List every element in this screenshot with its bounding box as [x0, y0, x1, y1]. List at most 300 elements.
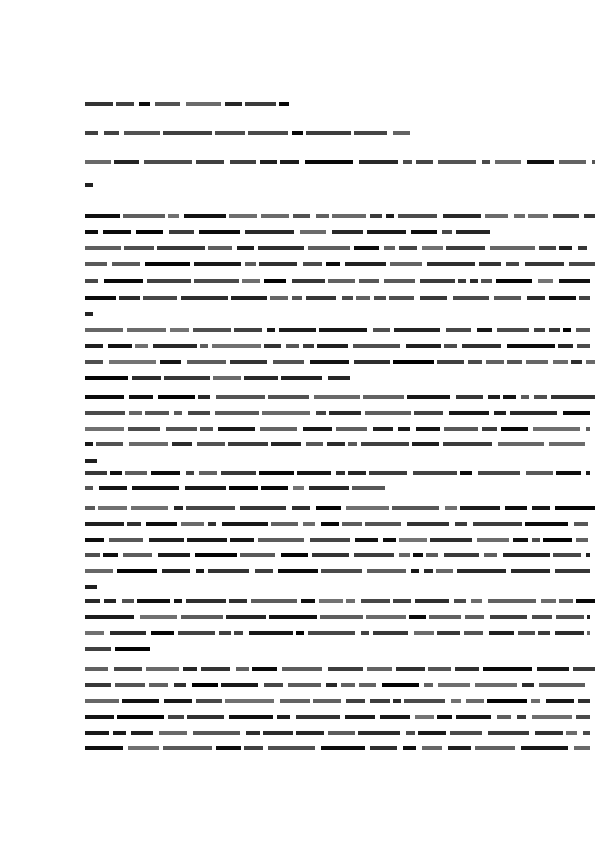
text-word-block — [406, 344, 441, 348]
text-word-block — [263, 731, 293, 735]
text-word-block — [507, 344, 555, 348]
text-word-block — [455, 667, 479, 671]
text-word-block — [174, 683, 186, 687]
text-word-block — [494, 411, 506, 415]
text-word-block — [208, 246, 232, 250]
text-word-block — [427, 262, 475, 266]
text-word-block — [178, 631, 215, 635]
text-word-block — [336, 427, 367, 431]
text-word-block — [506, 262, 519, 266]
text-word-block — [448, 746, 471, 750]
text-word-block — [442, 230, 452, 234]
text-word-block — [229, 486, 258, 490]
text-word-block — [412, 442, 439, 446]
text-word-block — [559, 279, 590, 283]
text-word-block — [240, 506, 286, 510]
text-word-block — [278, 569, 318, 573]
text-word-block — [451, 699, 461, 703]
text-word-block — [477, 328, 492, 332]
text-word-block — [85, 715, 114, 719]
text-word-block — [168, 214, 179, 218]
text-word-block — [123, 553, 152, 557]
text-word-block — [264, 344, 281, 348]
text-word-block — [199, 230, 240, 234]
text-word-block — [409, 615, 426, 619]
text-word-block — [196, 569, 204, 573]
text-word-block — [479, 262, 501, 266]
text-word-block — [313, 699, 341, 703]
text-word-block — [316, 506, 341, 510]
text-word-block — [312, 553, 349, 557]
text-word-block — [501, 427, 528, 431]
text-word-block — [328, 667, 363, 671]
text-word-block — [443, 442, 492, 446]
text-word-block — [310, 538, 350, 542]
text-word-block — [553, 360, 568, 364]
text-word-block — [122, 699, 159, 703]
text-word-block — [342, 522, 362, 526]
text-word-block — [354, 246, 379, 250]
text-word-block — [252, 667, 277, 671]
text-word-block — [85, 599, 100, 603]
text-word-block — [85, 279, 98, 283]
text-word-block — [96, 442, 123, 446]
text-word-block — [543, 538, 572, 542]
text-word-block — [85, 411, 125, 415]
text-word-block — [259, 262, 297, 266]
text-word-block — [555, 631, 584, 635]
text-word-block — [234, 631, 243, 635]
text-word-block — [164, 376, 210, 380]
text-word-block — [583, 731, 590, 735]
text-word-block — [319, 328, 367, 332]
text-word-block — [354, 360, 390, 364]
text-word-block — [268, 746, 315, 750]
text-word-block — [478, 471, 520, 475]
text-word-block — [85, 427, 124, 431]
text-word-block — [261, 486, 288, 490]
text-word-block — [292, 131, 303, 135]
text-word-block — [359, 160, 398, 164]
text-word-block — [328, 279, 355, 283]
text-word-block — [332, 214, 366, 218]
text-word-block — [494, 296, 521, 300]
text-word-block — [486, 360, 504, 364]
text-word-block — [359, 683, 376, 687]
text-word-block — [85, 647, 111, 651]
text-word-block — [157, 246, 205, 250]
text-word-block — [85, 376, 128, 380]
text-word-block — [389, 296, 414, 300]
text-word-block — [229, 214, 257, 218]
text-word-block — [303, 522, 315, 526]
text-word-block — [443, 214, 481, 218]
text-word-block — [406, 731, 415, 735]
text-word-block — [576, 715, 590, 719]
text-word-block — [534, 395, 547, 399]
text-word-block — [497, 328, 529, 332]
text-word-block — [363, 395, 404, 399]
text-word-block — [549, 296, 576, 300]
text-word-block — [99, 486, 127, 490]
text-word-block — [424, 569, 433, 573]
text-word-block — [531, 699, 540, 703]
text-word-block — [293, 486, 304, 490]
text-word-block — [537, 667, 569, 671]
text-word-block — [579, 296, 590, 300]
text-word-block — [407, 395, 450, 399]
text-word-block — [85, 667, 108, 671]
text-word-block — [558, 344, 573, 348]
text-word-block — [462, 344, 501, 348]
text-word-block — [213, 376, 241, 380]
text-word-block — [229, 599, 247, 603]
text-word-block — [314, 395, 360, 399]
text-word-block — [273, 360, 304, 364]
text-word-block — [539, 683, 585, 687]
text-word-block — [449, 411, 489, 415]
text-word-block — [404, 699, 445, 703]
text-word-block — [332, 230, 363, 234]
text-word-block — [522, 683, 534, 687]
text-word-block — [115, 647, 150, 651]
text-word-block — [248, 131, 288, 135]
text-word-block — [128, 746, 159, 750]
text-word-block — [316, 411, 326, 415]
text-word-block — [353, 344, 400, 348]
text-word-block — [236, 667, 249, 671]
text-word-block — [503, 395, 516, 399]
text-word-block — [129, 442, 168, 446]
text-word-block — [112, 262, 140, 266]
text-word-block — [174, 506, 183, 510]
text-word-block — [186, 102, 221, 106]
text-word-block — [194, 262, 241, 266]
text-word-block — [498, 442, 544, 446]
text-word-block — [341, 683, 355, 687]
text-word-block — [109, 538, 143, 542]
text-word-block — [149, 683, 168, 687]
text-word-block — [569, 262, 595, 266]
text-word-block — [296, 731, 324, 735]
text-word-block — [473, 522, 522, 526]
text-word-block — [533, 427, 580, 431]
text-word-block — [453, 296, 489, 300]
text-word-block — [85, 699, 119, 703]
text-word-block — [145, 262, 190, 266]
text-word-block — [85, 569, 113, 573]
text-word-block — [153, 344, 197, 348]
text-word-block — [216, 746, 241, 750]
text-word-block — [418, 731, 446, 735]
text-word-block — [437, 715, 452, 719]
text-word-block — [85, 615, 134, 619]
text-word-block — [281, 376, 322, 380]
text-word-block — [269, 615, 317, 619]
text-word-block — [260, 160, 277, 164]
text-word-block — [396, 667, 425, 671]
text-word-block — [85, 683, 111, 687]
text-word-block — [355, 538, 378, 542]
text-word-block — [85, 246, 121, 250]
text-word-block — [228, 442, 268, 446]
text-word-block — [222, 522, 268, 526]
text-word-block — [329, 411, 361, 415]
text-word-block — [578, 699, 590, 703]
text-word-block — [367, 667, 392, 671]
text-word-block — [249, 631, 293, 635]
text-word-block — [85, 522, 124, 526]
text-word-block — [384, 279, 415, 283]
text-word-block — [485, 214, 508, 218]
text-word-block — [199, 471, 217, 475]
text-word-block — [437, 631, 460, 635]
text-word-block — [292, 296, 302, 300]
text-word-block — [146, 667, 179, 671]
text-word-block — [393, 360, 434, 364]
text-word-block — [262, 411, 310, 415]
text-word-block — [586, 471, 590, 475]
text-word-block — [444, 344, 457, 348]
text-word-block — [151, 471, 180, 475]
text-word-block — [131, 506, 168, 510]
text-word-block — [125, 471, 147, 475]
text-word-block — [306, 442, 323, 446]
text-word-block — [181, 522, 204, 526]
text-word-block — [477, 538, 509, 542]
text-word-block — [320, 615, 363, 619]
text-word-block — [117, 569, 157, 573]
text-word-block — [292, 279, 325, 283]
text-word-block — [194, 279, 239, 283]
text-word-block — [455, 522, 467, 526]
text-word-block — [358, 731, 400, 735]
text-word-block — [326, 683, 337, 687]
text-word-block — [551, 395, 595, 399]
text-word-block — [225, 102, 242, 106]
text-word-block — [470, 279, 478, 283]
text-word-block — [277, 715, 290, 719]
text-word-block — [144, 160, 192, 164]
text-word-block — [532, 506, 550, 510]
text-word-block — [420, 279, 455, 283]
text-word-block — [484, 553, 497, 557]
text-word-block — [119, 296, 140, 300]
text-word-block — [139, 102, 150, 106]
text-word-block — [471, 599, 482, 603]
text-word-block — [244, 746, 263, 750]
text-word-block — [279, 102, 289, 106]
text-word-block — [135, 344, 148, 348]
text-word-block — [193, 328, 231, 332]
text-word-block — [399, 538, 427, 542]
text-word-block — [490, 615, 527, 619]
text-word-block — [116, 102, 134, 106]
text-word-block — [446, 328, 471, 332]
text-word-block — [151, 631, 174, 635]
text-word-block — [225, 699, 274, 703]
text-word-block — [398, 214, 437, 218]
text-word-block — [345, 262, 386, 266]
text-word-block — [286, 344, 299, 348]
text-word-block — [420, 296, 447, 300]
text-word-block — [382, 683, 419, 687]
text-word-block — [574, 746, 590, 750]
text-word-block — [132, 376, 161, 380]
text-word-block — [181, 615, 223, 619]
text-word-block — [488, 599, 536, 603]
text-word-block — [264, 279, 286, 283]
text-word-block — [174, 411, 182, 415]
text-word-block — [188, 411, 210, 415]
text-word-block — [174, 599, 182, 603]
text-word-block — [197, 442, 225, 446]
text-word-block — [245, 102, 276, 106]
text-word-block — [172, 442, 192, 446]
text-word-block — [521, 395, 529, 399]
text-word-block — [327, 442, 345, 446]
text-word-block — [85, 471, 107, 475]
text-word-block — [230, 538, 254, 542]
text-word-block — [437, 360, 464, 364]
text-word-block — [230, 160, 256, 164]
text-word-block — [428, 667, 451, 671]
text-word-block — [413, 471, 457, 475]
text-word-block — [518, 631, 535, 635]
text-word-block — [309, 486, 349, 490]
text-word-block — [104, 279, 143, 283]
text-word-block — [525, 262, 564, 266]
text-word-block — [496, 279, 532, 283]
text-word-block — [158, 395, 195, 399]
text-word-block — [85, 312, 93, 316]
text-word-block — [237, 246, 254, 250]
text-word-block — [342, 296, 353, 300]
text-word-block — [392, 506, 439, 510]
text-word-block — [168, 715, 184, 719]
text-word-block — [212, 344, 261, 348]
text-word-block — [413, 553, 423, 557]
text-word-block — [457, 569, 506, 573]
text-word-block — [280, 160, 299, 164]
text-word-block — [192, 683, 218, 687]
text-word-block — [482, 427, 497, 431]
text-word-block — [584, 214, 595, 218]
text-word-block — [218, 427, 255, 431]
text-word-block — [85, 631, 104, 635]
text-word-block — [216, 395, 265, 399]
text-word-block — [430, 538, 472, 542]
text-word-block — [264, 683, 283, 687]
text-word-block — [140, 615, 177, 619]
text-word-block — [181, 296, 228, 300]
text-word-block — [303, 262, 322, 266]
text-word-block — [127, 328, 166, 332]
text-word-block — [219, 631, 231, 635]
text-word-block — [450, 731, 482, 735]
text-word-block — [535, 731, 563, 735]
text-word-block — [185, 486, 226, 490]
text-word-block — [488, 731, 529, 735]
text-word-block — [468, 360, 482, 364]
text-word-block — [528, 214, 548, 218]
text-word-block — [131, 731, 153, 735]
text-word-block — [527, 296, 545, 300]
text-word-block — [261, 214, 289, 218]
text-word-block — [85, 183, 93, 187]
text-word-block — [460, 471, 472, 475]
text-word-block — [164, 699, 192, 703]
text-word-block — [115, 683, 145, 687]
text-word-block — [85, 395, 124, 399]
text-word-block — [511, 569, 550, 573]
text-word-block — [145, 411, 169, 415]
text-word-block — [268, 395, 309, 399]
text-word-block — [187, 360, 226, 364]
text-word-block — [346, 699, 365, 703]
text-word-block — [308, 631, 355, 635]
text-word-block — [390, 262, 422, 266]
text-word-block — [137, 599, 170, 603]
text-word-block — [245, 262, 256, 266]
text-word-block — [300, 230, 326, 234]
text-word-block — [270, 296, 288, 300]
text-word-block — [146, 522, 177, 526]
text-word-block — [245, 230, 294, 234]
text-word-block — [460, 506, 500, 510]
text-word-block — [267, 328, 275, 332]
text-word-block — [230, 360, 267, 364]
text-word-block — [326, 262, 340, 266]
text-word-block — [160, 360, 181, 364]
text-word-block — [586, 427, 590, 431]
text-word-block — [563, 411, 590, 415]
text-word-block — [186, 471, 194, 475]
text-word-block — [571, 360, 582, 364]
text-word-block — [234, 328, 262, 332]
text-word-block — [319, 599, 343, 603]
text-word-block — [328, 376, 350, 380]
text-word-block — [201, 667, 230, 671]
text-word-block — [255, 569, 273, 573]
text-word-block — [271, 522, 298, 526]
text-word-block — [158, 553, 190, 557]
text-word-block — [85, 214, 120, 218]
text-word-block — [517, 715, 526, 719]
text-word-block — [85, 131, 98, 135]
text-word-block — [310, 360, 349, 364]
text-word-block — [411, 230, 437, 234]
text-word-block — [129, 395, 153, 399]
text-word-block — [415, 599, 449, 603]
text-word-block — [85, 360, 103, 364]
text-word-block — [85, 486, 93, 490]
text-word-block — [85, 459, 97, 463]
text-word-block — [196, 160, 224, 164]
text-word-block — [475, 683, 517, 687]
text-word-block — [221, 683, 258, 687]
text-word-block — [538, 279, 553, 283]
text-word-block — [559, 160, 586, 164]
text-word-block — [306, 131, 351, 135]
text-word-block — [576, 328, 590, 332]
text-word-block — [200, 344, 208, 348]
text-word-block — [258, 538, 304, 542]
text-word-block — [85, 102, 113, 106]
text-word-block — [487, 699, 527, 703]
text-word-block — [586, 360, 595, 364]
text-word-block — [288, 683, 321, 687]
